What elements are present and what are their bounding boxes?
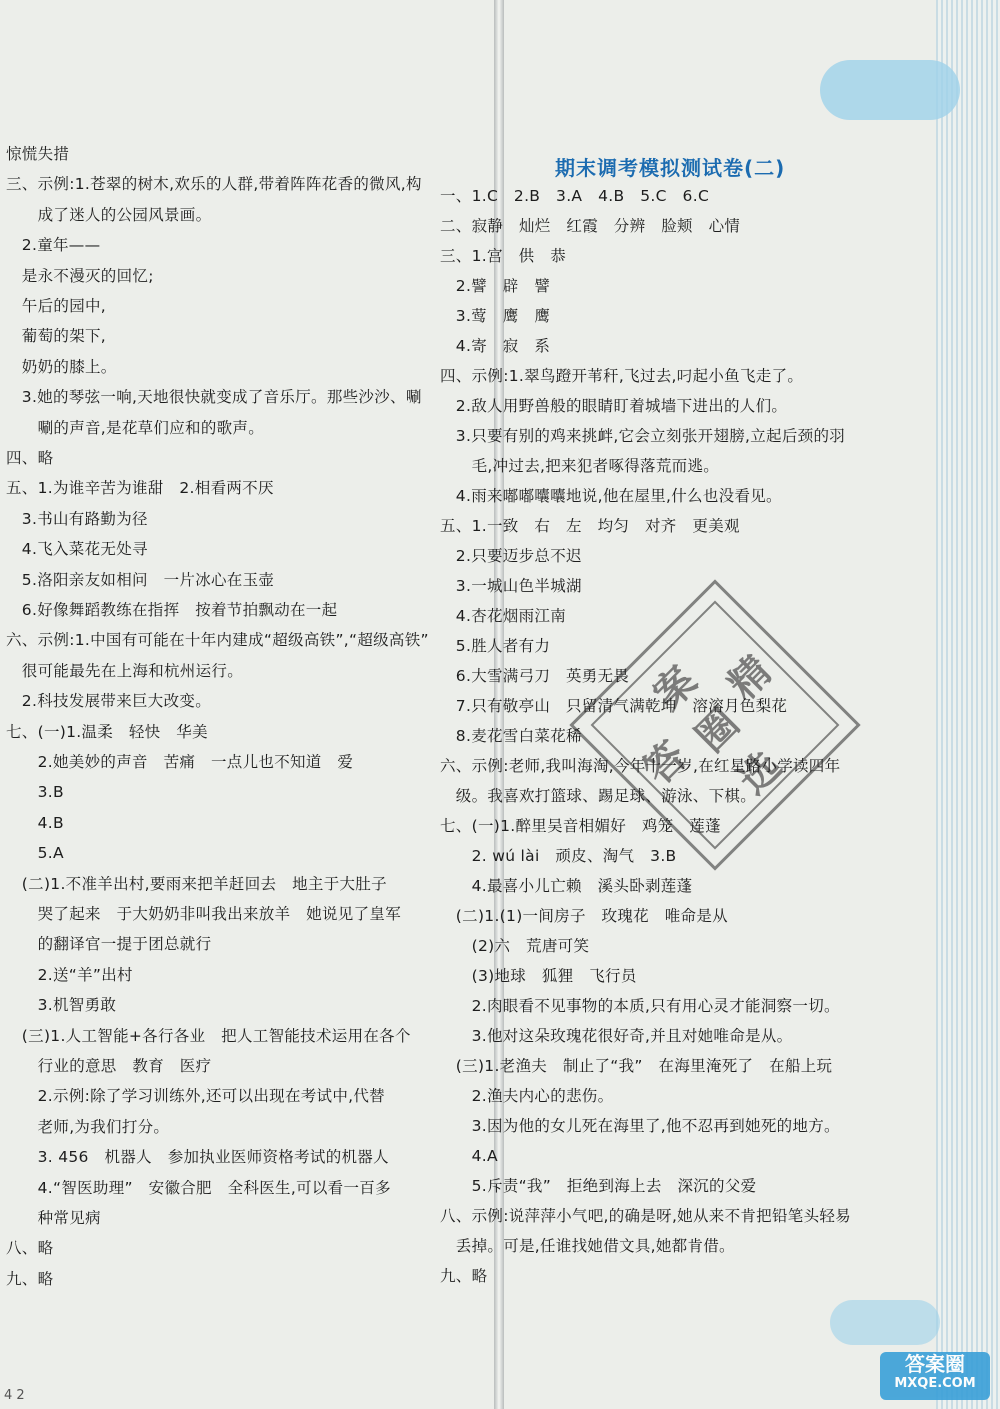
answer-line: 七、(一)1.温柔 轻快 华美	[6, 722, 208, 741]
answer-line: 2.渔夫内心的悲伤。	[440, 1087, 614, 1105]
answer-line: (二)1.不准羊出村,要雨来把羊赶回去 地主于大肚子	[6, 874, 387, 893]
answer-line: (2)六 荒唐可笑	[440, 937, 590, 955]
answer-line: (三)1.老渔夫 制止了“我” 在海里淹死了 在船上玩	[440, 1057, 833, 1075]
answer-line: 2. wú lài 顽皮、淘气 3.B	[440, 847, 677, 865]
page-edges	[936, 0, 1000, 1409]
watermark-brand: 答案圈	[905, 1352, 965, 1376]
answer-line: 4.杏花烟雨江南	[440, 607, 566, 625]
answer-line: 四、示例:1.翠鸟蹬开苇秆,飞过去,叼起小鱼飞走了。	[440, 367, 804, 385]
cloud-decoration	[820, 60, 960, 120]
answer-line: 7.只有敬亭山 只留清气满乾坤 溶溶月色梨花	[440, 697, 788, 715]
answer-line: 4.飞入菜花无处寻	[6, 540, 148, 559]
answer-line: 5.洛阳亲友如相问 一片冰心在玉壶	[6, 570, 275, 589]
answer-line: (3)地球 狐狸 飞行员	[440, 967, 637, 985]
answer-line: 种常见病	[6, 1209, 101, 1227]
answer-line: 九、略	[6, 1269, 54, 1288]
answer-line: 惊慌失措	[6, 145, 70, 163]
answer-line: 3.莺 鹰 鹰	[440, 307, 551, 325]
site-watermark	[880, 1352, 990, 1400]
stamp-glyph: 选	[729, 742, 791, 804]
answer-line: (二)1.(1)一间房子 玫瑰花 唯命是从	[440, 907, 728, 925]
answer-line: 午后的园中,	[6, 297, 107, 315]
answer-line: 五、1.为谁辛苦为谁甜 2.相看两不厌	[6, 479, 274, 498]
answer-line: 3. 456 机器人 参加执业医师资格考试的机器人	[6, 1148, 389, 1167]
answer-line: 成了迷人的公园风景画。	[6, 205, 212, 224]
answer-line: 2.只要迈步总不迟	[440, 547, 582, 565]
answer-line: 六、示例:1.中国有可能在十年内建成“超级高铁”,“超级高铁”	[6, 631, 429, 650]
answer-line: 2.科技发展带来巨大改变。	[6, 692, 211, 711]
answer-line: 很可能最先在上海和杭州运行。	[6, 661, 244, 680]
stamp-glyph: 精	[719, 647, 781, 709]
answer-line: 5.胜人者有力	[440, 637, 551, 655]
answer-line: 一、1.C 2.B 3.A 4.B 5.C 6.C	[440, 187, 710, 205]
answer-line: 四、略	[6, 449, 54, 467]
answer-line: 4.寄 寂 系	[440, 337, 551, 355]
answer-line: 葡萄的架下,	[6, 327, 107, 346]
corner-page-mark: 4 2	[4, 1388, 25, 1403]
answer-line: 八、示例:说萍萍小气吧,的确是呀,她从来不肯把铅笔头轻易	[440, 1207, 851, 1225]
stamp-glyph: 答	[635, 732, 696, 794]
answer-line: 3.一城山色半城湖	[440, 577, 582, 595]
answer-line: 老师,为我们打分。	[6, 1117, 170, 1136]
answer-line: 八、略	[6, 1239, 54, 1258]
answer-line: 2.敌人用野兽般的眼睛盯着城墙下进出的人们。	[440, 397, 788, 415]
stamp-glyph: 案	[644, 657, 706, 719]
answer-line: 5.A	[6, 844, 64, 863]
answer-line: 6.大雪满弓刀 英勇无畏	[440, 667, 630, 685]
answer-line: 4.B	[6, 813, 64, 832]
answer-line: 奶奶的膝上。	[6, 357, 117, 376]
answer-line: 哭了起来 于大奶奶非叫我出来放羊 她说见了皇军	[6, 905, 402, 923]
answer-line: 4.“智医助理” 安徽合肥 全科医生,可以看一百多	[6, 1178, 391, 1197]
answer-line: 丢掉。可是,任谁找她借文具,她都肯借。	[440, 1237, 735, 1255]
answer-line: 3.因为他的女儿死在海里了,他不忍再到她死的地方。	[440, 1117, 840, 1135]
answer-line: 5.斥责“我” 拒绝到海上去 深沉的父爱	[440, 1177, 757, 1195]
answer-line: 3.机智勇敢	[6, 996, 117, 1015]
stamp-glyph: 圈	[687, 700, 749, 762]
answer-line: 级。我喜欢打篮球、踢足球、游泳、下棋。	[440, 787, 757, 805]
answer-line: 2.送“羊”出村	[6, 965, 133, 984]
answer-line: 2.童年——	[6, 236, 101, 255]
answer-line: 2.肉眼看不见事物的本质,只有用心灵才能洞察一切。	[440, 997, 840, 1015]
answer-line: 五、1.一致 右 左 均匀 对齐 更美观	[440, 517, 740, 535]
answer-line: 3.他对这朵玫瑰花很好奇,并且对她唯命是从。	[440, 1027, 793, 1045]
answer-line: 唰的声音,是花草们应和的歌声。	[6, 418, 265, 437]
answer-line: 4.雨来嘟嘟囔囔地说,他在屋里,什么也没看见。	[440, 487, 782, 505]
watermark-site: MXQE.COM	[894, 1376, 976, 1391]
answer-line: 行业的意思 教育 医疗	[6, 1057, 212, 1075]
answer-line: 的翻译官一提于团总就行	[6, 935, 212, 954]
answer-line: 3.书山有路勤为径	[6, 509, 148, 528]
answer-line: (三)1.人工智能+各行各业 把人工智能技术运用在各个	[6, 1026, 411, 1045]
answer-line: 七、(一)1.醉里吴音相媚好 鸡笼 莲蓬	[440, 817, 721, 835]
exam-title: 期末调考模拟测试卷(二)	[555, 156, 786, 180]
answer-line: 2.示例:除了学习训练外,还可以出现在考试中,代替	[6, 1087, 385, 1106]
answer-line: 3.B	[6, 783, 64, 802]
answer-line: 2.譬 辟 譬	[440, 277, 551, 295]
answer-line: 4.最喜小儿亡赖 溪头卧剥莲蓬	[440, 877, 693, 895]
answer-line: 三、1.宫 供 恭	[440, 247, 566, 265]
answer-line: 3.她的琴弦一响,天地很快就变成了音乐厅。那些沙沙、唰	[6, 388, 422, 407]
answer-line: 六、示例:老师,我叫海淘,今年十一岁,在红星路小学读四年	[440, 757, 841, 775]
answer-line: 是永不漫灭的回忆;	[6, 266, 154, 285]
answer-line: 2.她美妙的声音 苦痛 一点儿也不知道 爱	[6, 753, 354, 771]
answer-line: 4.A	[440, 1147, 498, 1165]
cloud-decoration-bottom	[830, 1300, 940, 1345]
answer-line: 6.好像舞蹈教练在指挥 按着节拍飘动在一起	[6, 601, 338, 619]
answer-line: 九、略	[440, 1267, 488, 1285]
answer-line: 三、示例:1.苍翠的树木,欢乐的人群,带着阵阵花香的微风,构	[6, 175, 422, 194]
answer-line: 二、寂静 灿烂 红霞 分辨 脸颊 心情	[440, 217, 741, 235]
answer-line: 8.麦花雪白菜花稀	[440, 727, 582, 745]
answer-line: 3.只要有别的鸡来挑衅,它会立刻张开翅膀,立起后颈的羽	[440, 427, 846, 445]
answer-line: 毛,冲过去,把来犯者啄得落荒而逃。	[440, 457, 720, 475]
